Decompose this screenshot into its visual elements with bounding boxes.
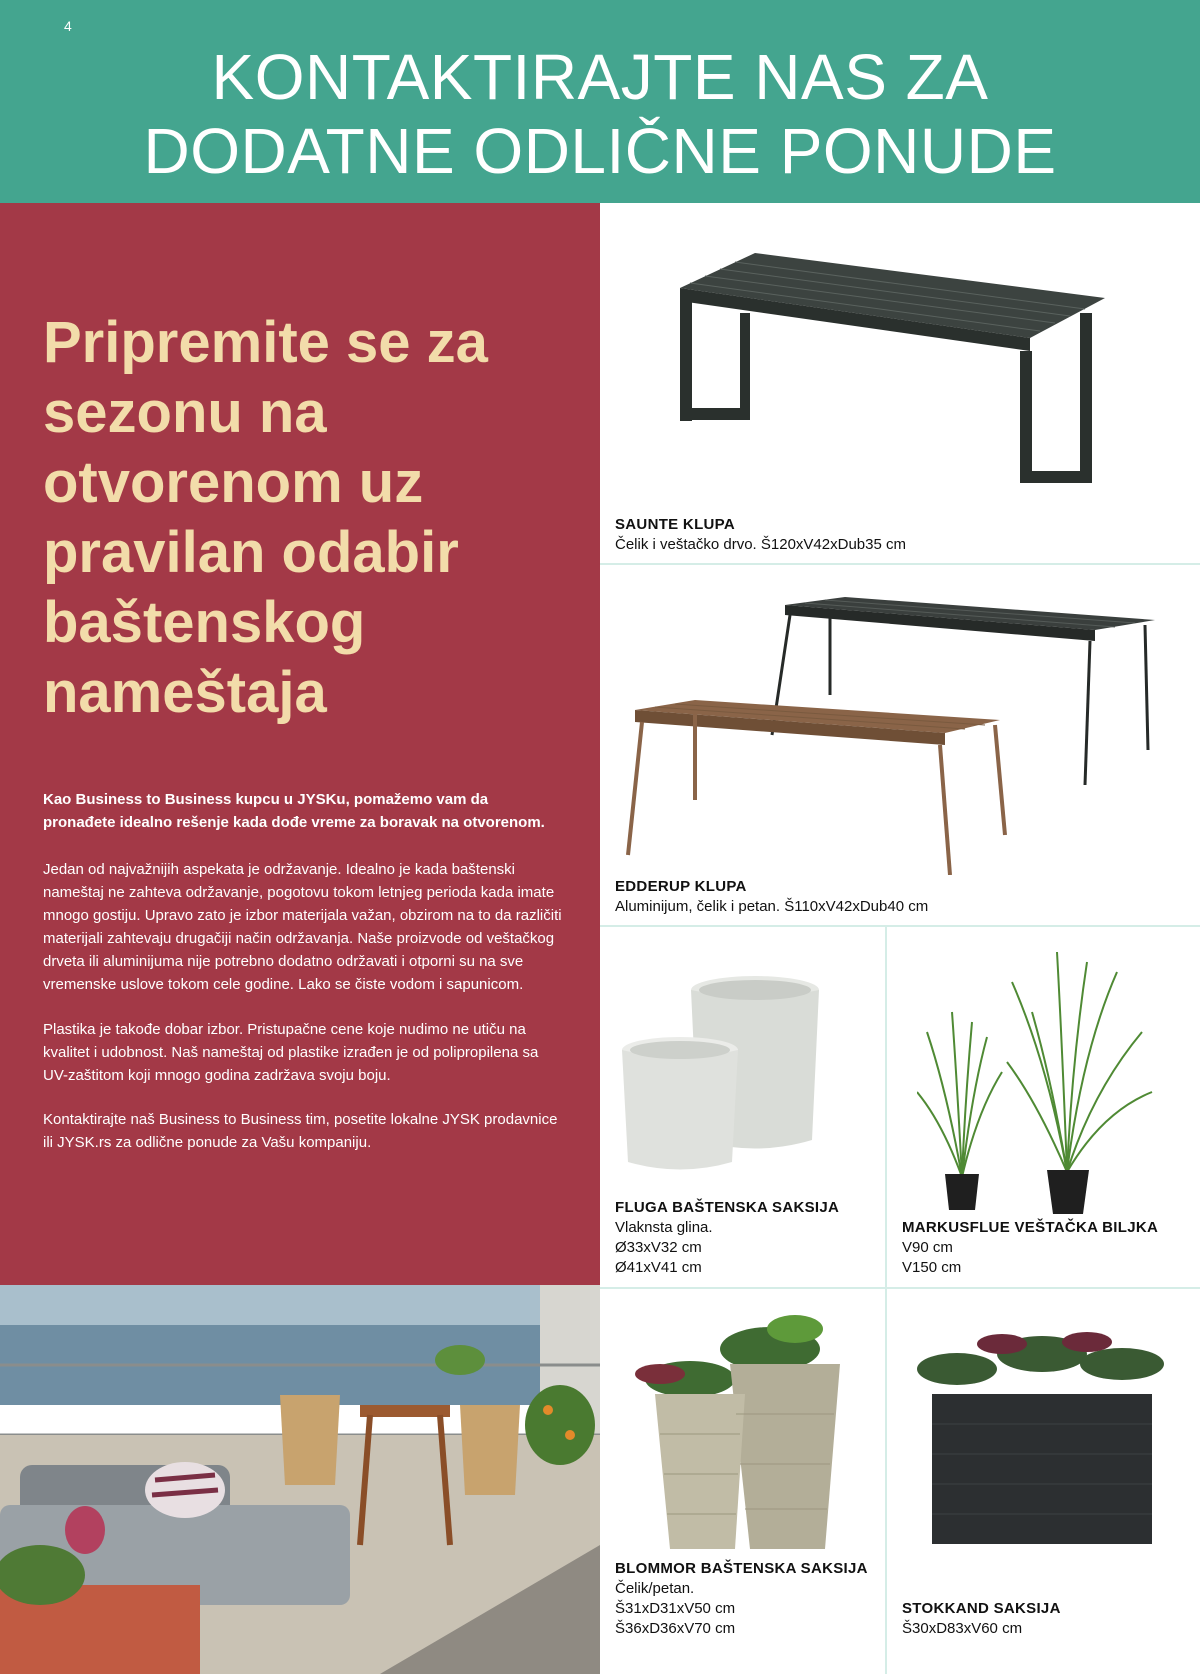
product-name: FLUGA BAŠTENSKA SAKSIJA	[615, 1199, 840, 1216]
product-caption-stokkand	[902, 1599, 1061, 1639]
product-detail: Čelik/petan.	[615, 1580, 695, 1597]
product-cell-edderup	[600, 565, 1200, 927]
product-detail: Š31xD31xV50 cm	[615, 1600, 736, 1617]
paragraph-maintenance: Jedan od najvažnijih aspekata je održavanje. Idealno je kada baštenski nameštaj ne zahteva održavanje, pogotovu tokom letnjeg perioda kada imate mnogo gostiju. Upravo zato je izbor materijala važan, obzirom na to da različiti materijali zahtevaju drugačiji način održavanja. Naše proizvode od veštačkog drveta ili aluminijuma nije potrebno dodatno održavati i otporni su na sve vremenske uslove tokom cele godine. Lako se čiste vodom i sapunicom.	[43, 861, 562, 993]
product-detail: Čelik i veštačko drvo. Š120xV42xDub35 cm	[615, 536, 906, 553]
product-detail: Ø33xV32 cm	[615, 1239, 702, 1256]
product-name: EDDERUP KLUPA	[615, 878, 747, 895]
product-name: BLOMMOR BAŠTENSKA SAKSIJA	[615, 1560, 868, 1577]
product-cell-fluga	[600, 927, 887, 1289]
product-detail: V150 cm	[902, 1259, 962, 1276]
header-title	[0, 40, 1200, 188]
product-cell-markusflue	[887, 927, 1200, 1289]
product-detail: Š36xD36xV70 cm	[615, 1620, 736, 1637]
intro-text: Kao Business to Business kupcu u JYSKu, pomažemo vam da pronađete idealno rešenje kada dođe vreme za boravak na otvorenom.	[43, 791, 545, 831]
product-cell-saunte	[600, 203, 1200, 565]
product-detail: Aluminijum, čelik i petan. Š110xV42xDub40 cm	[615, 898, 929, 915]
product-detail: Ø41xV41 cm	[615, 1259, 702, 1276]
info-panel	[0, 203, 600, 1285]
product-caption-edderup	[615, 877, 928, 917]
header-banner	[0, 0, 1200, 203]
product-name: MARKUSFLUE VEŠTAČKA BILJKA	[902, 1219, 1159, 1236]
product-name: STOKKAND SAKSIJA	[902, 1600, 1061, 1617]
product-caption-fluga	[615, 1198, 839, 1278]
product-name: SAUNTE KLUPA	[615, 516, 735, 533]
product-caption-markusflue	[902, 1218, 1158, 1278]
product-caption-blommor	[615, 1559, 868, 1639]
balcony-photo	[0, 1285, 600, 1674]
paragraph-plastic: Plastika je takođe dobar izbor. Pristupačne cene koje nudimo ne utiču na kvalitet i udobnost. Naš nameštaj od plastike izrađen je od polipropilena sa UV-zaštitom koji mnogo godina zadržava svoju boju.	[43, 1021, 539, 1084]
product-detail: Š30xD83xV60 cm	[902, 1620, 1023, 1637]
balcony-scene-image	[0, 1285, 600, 1674]
grass-plant-image	[917, 942, 1157, 1222]
paragraph-contact: Kontaktirajte naš Business to Business tim, posetite lokalne JYSK prodavnice ili JYSK.rs za odlične ponude za Vašu kompaniju.	[43, 1111, 558, 1151]
bench-image	[660, 243, 1120, 493]
header-title-line-1: KONTAKTIRAJTE NAS ZA	[211, 41, 989, 113]
rattan-planter-image	[620, 1304, 870, 1554]
product-detail: Vlaknsta glina.	[615, 1219, 713, 1236]
planter-image	[620, 972, 870, 1172]
product-cell-stokkand	[887, 1289, 1200, 1674]
box-planter-image	[907, 1314, 1177, 1554]
product-cell-blommor	[600, 1289, 887, 1674]
header-title-line-2: DODATNE ODLIČNE PONUDE	[143, 115, 1057, 187]
woven-bench-image	[620, 585, 1180, 875]
page-number: 4	[64, 18, 72, 34]
headline: Pripremite se za sezonu na otvorenom uz pravilan odabir baštenskog nameštaja	[43, 310, 488, 725]
product-detail: V90 cm	[902, 1239, 953, 1256]
product-caption-saunte	[615, 515, 906, 555]
